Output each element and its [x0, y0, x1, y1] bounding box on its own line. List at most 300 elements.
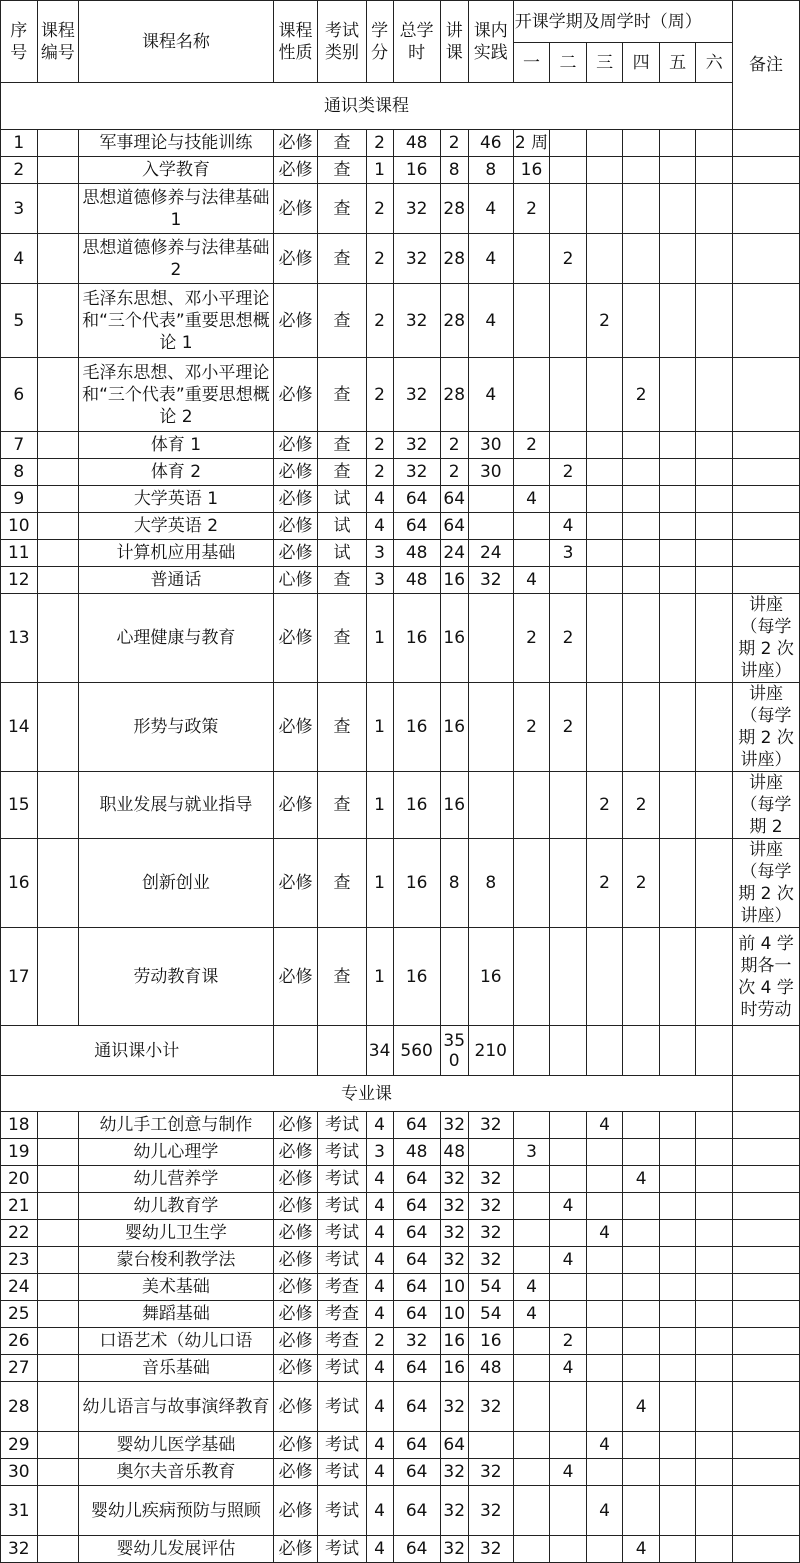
- cell-exam-type: 查: [318, 594, 366, 683]
- cell-lecture-hours: 32: [440, 1220, 468, 1247]
- cell-code: [37, 1220, 79, 1247]
- cell-semester-3: [586, 1301, 623, 1328]
- cell-semester-3: [586, 683, 623, 772]
- cell-semester-4: [623, 1274, 660, 1301]
- cell-note: 讲座（每学期 2 次讲座）: [733, 839, 800, 928]
- table-row: [1, 358, 800, 432]
- cell-credit: 3: [366, 1139, 393, 1166]
- cell-code: [37, 1166, 79, 1193]
- cell-total-hours: 64: [393, 1486, 440, 1536]
- cell-nature: 必修: [273, 1328, 318, 1355]
- cell-note: [733, 234, 800, 284]
- cell-lecture-hours: 16: [440, 1355, 468, 1382]
- cell-exam-type: 查: [318, 432, 366, 459]
- cell-semester-5: [659, 358, 696, 432]
- cell-note: [733, 459, 800, 486]
- cell-note: [733, 486, 800, 513]
- cell-note: 讲座（每学期 2 次讲座）: [733, 594, 800, 683]
- cell-semester-2: 4: [550, 1193, 587, 1220]
- header-semester-1: 一: [513, 43, 550, 83]
- cell-note: [733, 130, 800, 157]
- cell-semester-4: [623, 683, 660, 772]
- cell-nature: 必修: [273, 358, 318, 432]
- cell-note: [733, 1220, 800, 1247]
- cell-course-name: 普通话: [79, 567, 273, 594]
- cell-code: [37, 540, 79, 567]
- cell-seq: 29: [1, 1432, 38, 1459]
- cell-semester-6: [696, 157, 733, 184]
- cell-seq: 23: [1, 1247, 38, 1274]
- cell-course-name: 幼儿营养学: [79, 1166, 273, 1193]
- cell-seq: 3: [1, 184, 38, 234]
- cell-total-hours: 32: [393, 432, 440, 459]
- table-row: [1, 1139, 800, 1166]
- cell-practice-hours: 4: [468, 358, 513, 432]
- cell-credit: 4: [366, 513, 393, 540]
- cell-note: [733, 513, 800, 540]
- table-row: [1, 234, 800, 284]
- cell-nature: 必修: [273, 772, 318, 839]
- cell-exam-type: 考查: [318, 1274, 366, 1301]
- cell-semester-5: [659, 1459, 696, 1486]
- cell-practice-hours: 32: [468, 1193, 513, 1220]
- cell-course-name: 幼儿语言与故事演绎教育: [79, 1382, 273, 1432]
- cell-nature: 必修: [273, 130, 318, 157]
- cell-note: [733, 1247, 800, 1274]
- cell-semester-5: [659, 839, 696, 928]
- cell-semester-4: [623, 432, 660, 459]
- cell-semester-3: [586, 1166, 623, 1193]
- cell-total-hours: 64: [393, 1382, 440, 1432]
- cell-exam-type: 考试: [318, 1536, 366, 1563]
- cell-practice-hours: [468, 1139, 513, 1166]
- cell-credit: 4: [366, 1274, 393, 1301]
- cell-credit: 4: [366, 1112, 393, 1139]
- cell-semester-5: [659, 1486, 696, 1536]
- cell-practice-hours: 30: [468, 459, 513, 486]
- cell-note: [733, 284, 800, 358]
- cell-nature: 必修: [273, 1220, 318, 1247]
- cell-code: [37, 358, 79, 432]
- subtotal-lecture: 350: [440, 1026, 468, 1076]
- cell-credit: 4: [366, 1220, 393, 1247]
- cell-semester-5: [659, 1328, 696, 1355]
- cell-semester-6: [696, 130, 733, 157]
- cell-semester-3: 2: [586, 839, 623, 928]
- cell-semester-4: [623, 1432, 660, 1459]
- cell-semester-6: [696, 1274, 733, 1301]
- cell-semester-3: [586, 1328, 623, 1355]
- cell-course-name: 婴幼儿疾病预防与照顾: [79, 1486, 273, 1536]
- cell-credit: 4: [366, 1459, 393, 1486]
- cell-seq: 32: [1, 1536, 38, 1563]
- table-row: [1, 839, 800, 928]
- cell-semester-1: 3: [513, 1139, 550, 1166]
- cell-code: [37, 284, 79, 358]
- table-row: [1, 486, 800, 513]
- cell-lecture-hours: 28: [440, 358, 468, 432]
- cell-semester-2: 4: [550, 1247, 587, 1274]
- cell-semester-3: 4: [586, 1486, 623, 1536]
- cell-credit: 1: [366, 772, 393, 839]
- cell-credit: 2: [366, 459, 393, 486]
- table-row: [1, 513, 800, 540]
- table-row: [1, 1486, 800, 1536]
- cell-exam-type: 查: [318, 772, 366, 839]
- cell-semester-6: [696, 284, 733, 358]
- cell-exam-type: 查: [318, 130, 366, 157]
- cell-semester-1: [513, 1247, 550, 1274]
- cell-seq: 28: [1, 1382, 38, 1432]
- cell-course-name: 毛泽东思想、邓小平理论和“三个代表”重要思想概论 2: [79, 358, 273, 432]
- table-row: [1, 1536, 800, 1563]
- cell-semester-4: [623, 928, 660, 1026]
- cell-lecture-hours: 32: [440, 1247, 468, 1274]
- cell-semester-5: [659, 1139, 696, 1166]
- table-row: [1, 1274, 800, 1301]
- cell-semester-3: [586, 594, 623, 683]
- cell-credit: 2: [366, 184, 393, 234]
- table-row: [1, 1328, 800, 1355]
- cell-total-hours: 64: [393, 1112, 440, 1139]
- cell-seq: 16: [1, 839, 38, 928]
- cell-semester-4: [623, 130, 660, 157]
- cell-note: [733, 1432, 800, 1459]
- cell-semester-3: [586, 1274, 623, 1301]
- cell-practice-hours: [468, 486, 513, 513]
- cell-nature: 必修: [273, 1193, 318, 1220]
- cell-semester-6: [696, 358, 733, 432]
- cell-practice-hours: [468, 772, 513, 839]
- cell-semester-4: [623, 594, 660, 683]
- cell-semester-1: [513, 540, 550, 567]
- cell-total-hours: 64: [393, 1274, 440, 1301]
- cell-nature: 必修: [273, 1247, 318, 1274]
- cell-course-name: 心理健康与教育: [79, 594, 273, 683]
- cell-practice-hours: 48: [468, 1355, 513, 1382]
- cell-course-name: 体育 2: [79, 459, 273, 486]
- cell-practice-hours: 32: [468, 1536, 513, 1563]
- subtotal-practice: 210: [468, 1026, 513, 1076]
- cell-seq: 30: [1, 1459, 38, 1486]
- cell-semester-5: [659, 1382, 696, 1432]
- table-row: [1, 1220, 800, 1247]
- cell-course-name: 计算机应用基础: [79, 540, 273, 567]
- cell-semester-6: [696, 1459, 733, 1486]
- cell-semester-2: [550, 1112, 587, 1139]
- cell-practice-hours: 8: [468, 157, 513, 184]
- cell-code: [37, 594, 79, 683]
- header-semester-3: 三: [586, 43, 623, 83]
- cell-course-name: 思想道德修养与法律基础 2: [79, 234, 273, 284]
- cell-semester-4: [623, 1112, 660, 1139]
- subtotal-row: [1, 1026, 800, 1076]
- cell-seq: 14: [1, 683, 38, 772]
- cell-course-name: 婴幼儿医学基础: [79, 1432, 273, 1459]
- cell-semester-2: [550, 130, 587, 157]
- cell-note: [733, 1112, 800, 1139]
- cell-semester-6: [696, 1486, 733, 1536]
- cell-semester-4: [623, 1139, 660, 1166]
- cell-exam-type: 查: [318, 358, 366, 432]
- cell-exam-type: 考试: [318, 1220, 366, 1247]
- cell-code: [37, 130, 79, 157]
- table-row: [1, 1301, 800, 1328]
- cell-code: [37, 928, 79, 1026]
- cell-total-hours: 64: [393, 1536, 440, 1563]
- cell-code: [37, 1328, 79, 1355]
- cell-semester-1: [513, 358, 550, 432]
- cell-semester-3: 4: [586, 1220, 623, 1247]
- cell-semester-3: [586, 540, 623, 567]
- cell-semester-2: [550, 839, 587, 928]
- cell-note: [733, 157, 800, 184]
- cell-lecture-hours: 16: [440, 772, 468, 839]
- table-row: [1, 683, 800, 772]
- cell-semester-3: [586, 432, 623, 459]
- cell-semester-1: [513, 1486, 550, 1536]
- header-semester-4: 四: [623, 43, 660, 83]
- cell-practice-hours: 4: [468, 284, 513, 358]
- cell-practice-hours: 54: [468, 1274, 513, 1301]
- cell-semester-2: 2: [550, 459, 587, 486]
- cell-semester-2: [550, 928, 587, 1026]
- cell-exam-type: 试: [318, 486, 366, 513]
- cell-course-name: 军事理论与技能训练: [79, 130, 273, 157]
- cell-course-name: 大学英语 1: [79, 486, 273, 513]
- cell-course-name: 毛泽东思想、邓小平理论和“三个代表”重要思想概论 1: [79, 284, 273, 358]
- cell-credit: 2: [366, 234, 393, 284]
- cell-semester-5: [659, 683, 696, 772]
- cell-seq: 17: [1, 928, 38, 1026]
- cell-semester-3: 2: [586, 772, 623, 839]
- cell-exam-type: 考查: [318, 1301, 366, 1328]
- cell-code: [37, 1301, 79, 1328]
- cell-semester-6: [696, 1112, 733, 1139]
- cell-exam-type: 查: [318, 234, 366, 284]
- cell-semester-1: [513, 1355, 550, 1382]
- cell-lecture-hours: 64: [440, 1432, 468, 1459]
- cell-total-hours: 32: [393, 234, 440, 284]
- cell-semester-6: [696, 928, 733, 1026]
- cell-course-name: 幼儿教育学: [79, 1193, 273, 1220]
- cell-nature: 必修: [273, 1536, 318, 1563]
- cell-semester-5: [659, 1301, 696, 1328]
- cell-lecture-hours: 16: [440, 594, 468, 683]
- cell-semester-2: [550, 184, 587, 234]
- cell-lecture-hours: 32: [440, 1193, 468, 1220]
- cell-semester-1: [513, 1536, 550, 1563]
- cell-semester-4: [623, 1220, 660, 1247]
- cell-semester-5: [659, 1355, 696, 1382]
- cell-total-hours: 16: [393, 157, 440, 184]
- cell-nature: 必修: [273, 1382, 318, 1432]
- cell-exam-type: 考试: [318, 1459, 366, 1486]
- cell-semester-5: [659, 594, 696, 683]
- cell-exam-type: 查: [318, 284, 366, 358]
- cell-nature: 必修: [273, 928, 318, 1026]
- cell-code: [37, 1139, 79, 1166]
- cell-course-name: 创新创业: [79, 839, 273, 928]
- header-semester-2: 二: [550, 43, 587, 83]
- cell-practice-hours: [468, 683, 513, 772]
- cell-semester-1: [513, 234, 550, 284]
- section-general: 通识类课程: [1, 83, 733, 130]
- table-row: [1, 594, 800, 683]
- cell-nature: 必修: [273, 459, 318, 486]
- cell-credit: 1: [366, 683, 393, 772]
- cell-exam-type: 考试: [318, 1166, 366, 1193]
- cell-semester-5: [659, 1193, 696, 1220]
- cell-total-hours: 64: [393, 1432, 440, 1459]
- cell-seq: 27: [1, 1355, 38, 1382]
- cell-note: [733, 540, 800, 567]
- cell-semester-2: [550, 1536, 587, 1563]
- header-semester-6: 六: [696, 43, 733, 83]
- cell-semester-3: [586, 1247, 623, 1274]
- cell-seq: 7: [1, 432, 38, 459]
- cell-total-hours: 16: [393, 928, 440, 1026]
- cell-semester-4: [623, 540, 660, 567]
- cell-semester-4: [623, 234, 660, 284]
- table-row: [1, 1432, 800, 1459]
- cell-semester-3: [586, 358, 623, 432]
- cell-semester-6: [696, 459, 733, 486]
- cell-lecture-hours: 28: [440, 184, 468, 234]
- cell-semester-1: [513, 839, 550, 928]
- cell-code: [37, 567, 79, 594]
- cell-semester-4: [623, 1193, 660, 1220]
- cell-practice-hours: 4: [468, 234, 513, 284]
- cell-seq: 12: [1, 567, 38, 594]
- table-row: [1, 1382, 800, 1432]
- cell-nature: 必修: [273, 1355, 318, 1382]
- cell-code: [37, 1247, 79, 1274]
- cell-semester-5: [659, 1536, 696, 1563]
- cell-credit: 4: [366, 1355, 393, 1382]
- cell-semester-1: [513, 1459, 550, 1486]
- cell-code: [37, 1193, 79, 1220]
- table-row: [1, 1247, 800, 1274]
- header-total: 总学时: [393, 1, 440, 83]
- cell-lecture-hours: 8: [440, 839, 468, 928]
- cell-semester-6: [696, 234, 733, 284]
- cell-semester-4: 2: [623, 772, 660, 839]
- cell-semester-4: [623, 1328, 660, 1355]
- cell-semester-4: [623, 1486, 660, 1536]
- cell-exam-type: 查: [318, 157, 366, 184]
- cell-semester-2: 3: [550, 540, 587, 567]
- cell-nature: 必修: [273, 1112, 318, 1139]
- cell-note: [733, 1355, 800, 1382]
- cell-practice-hours: 16: [468, 1328, 513, 1355]
- cell-lecture-hours: 32: [440, 1112, 468, 1139]
- cell-credit: 4: [366, 1486, 393, 1536]
- cell-total-hours: 48: [393, 1139, 440, 1166]
- cell-semester-6: [696, 1247, 733, 1274]
- cell-credit: 2: [366, 358, 393, 432]
- cell-note: [733, 1274, 800, 1301]
- cell-code: [37, 1274, 79, 1301]
- subtotal-credit: 34: [366, 1026, 393, 1076]
- cell-semester-3: 4: [586, 1112, 623, 1139]
- cell-semester-6: [696, 772, 733, 839]
- cell-course-name: 口语艺术（幼儿口语: [79, 1328, 273, 1355]
- cell-exam-type: 考试: [318, 1193, 366, 1220]
- cell-nature: 必修: [273, 432, 318, 459]
- cell-semester-1: 4: [513, 1301, 550, 1328]
- cell-nature: 必修: [273, 234, 318, 284]
- cell-note: [733, 432, 800, 459]
- cell-total-hours: 16: [393, 683, 440, 772]
- cell-semester-6: [696, 594, 733, 683]
- cell-nature: 必修: [273, 1301, 318, 1328]
- cell-semester-1: [513, 513, 550, 540]
- cell-practice-hours: 8: [468, 839, 513, 928]
- cell-lecture-hours: [440, 928, 468, 1026]
- cell-course-name: 音乐基础: [79, 1355, 273, 1382]
- cell-semester-5: [659, 1274, 696, 1301]
- cell-note: [733, 1139, 800, 1166]
- cell-nature: 必修: [273, 284, 318, 358]
- cell-total-hours: 64: [393, 486, 440, 513]
- cell-semester-6: [696, 1166, 733, 1193]
- cell-semester-6: [696, 513, 733, 540]
- cell-code: [37, 1486, 79, 1536]
- cell-semester-1: [513, 1166, 550, 1193]
- header-nature: 课程性质: [273, 1, 318, 83]
- header-code: 课程编号: [37, 1, 79, 83]
- cell-semester-4: 4: [623, 1166, 660, 1193]
- cell-practice-hours: 16: [468, 928, 513, 1026]
- cell-exam-type: 考试: [318, 1139, 366, 1166]
- cell-semester-6: [696, 1382, 733, 1432]
- cell-semester-5: [659, 772, 696, 839]
- cell-semester-5: [659, 1112, 696, 1139]
- cell-semester-6: [696, 1355, 733, 1382]
- subtotal-label: 通识课小计: [1, 1026, 274, 1076]
- cell-semester-3: [586, 513, 623, 540]
- cell-semester-2: [550, 284, 587, 358]
- cell-semester-5: [659, 234, 696, 284]
- cell-semester-5: [659, 284, 696, 358]
- cell-credit: 4: [366, 1382, 393, 1432]
- cell-code: [37, 1382, 79, 1432]
- cell-semester-1: [513, 1220, 550, 1247]
- cell-semester-6: [696, 1536, 733, 1563]
- cell-total-hours: 64: [393, 1247, 440, 1274]
- cell-seq: 11: [1, 540, 38, 567]
- cell-lecture-hours: 2: [440, 459, 468, 486]
- cell-exam-type: 查: [318, 459, 366, 486]
- cell-credit: 3: [366, 567, 393, 594]
- cell-practice-hours: 32: [468, 1486, 513, 1536]
- cell-credit: 4: [366, 1432, 393, 1459]
- cell-exam-type: 考试: [318, 1247, 366, 1274]
- cell-semester-1: [513, 1193, 550, 1220]
- cell-lecture-hours: 10: [440, 1301, 468, 1328]
- cell-total-hours: 48: [393, 567, 440, 594]
- cell-nature: 必修: [273, 1486, 318, 1536]
- table-row: [1, 1355, 800, 1382]
- cell-code: [37, 1432, 79, 1459]
- cell-note: [733, 1328, 800, 1355]
- cell-semester-5: [659, 130, 696, 157]
- cell-note: 讲座（每学期 2: [733, 772, 800, 839]
- cell-note: [733, 567, 800, 594]
- cell-credit: 4: [366, 1536, 393, 1563]
- cell-semester-6: [696, 1328, 733, 1355]
